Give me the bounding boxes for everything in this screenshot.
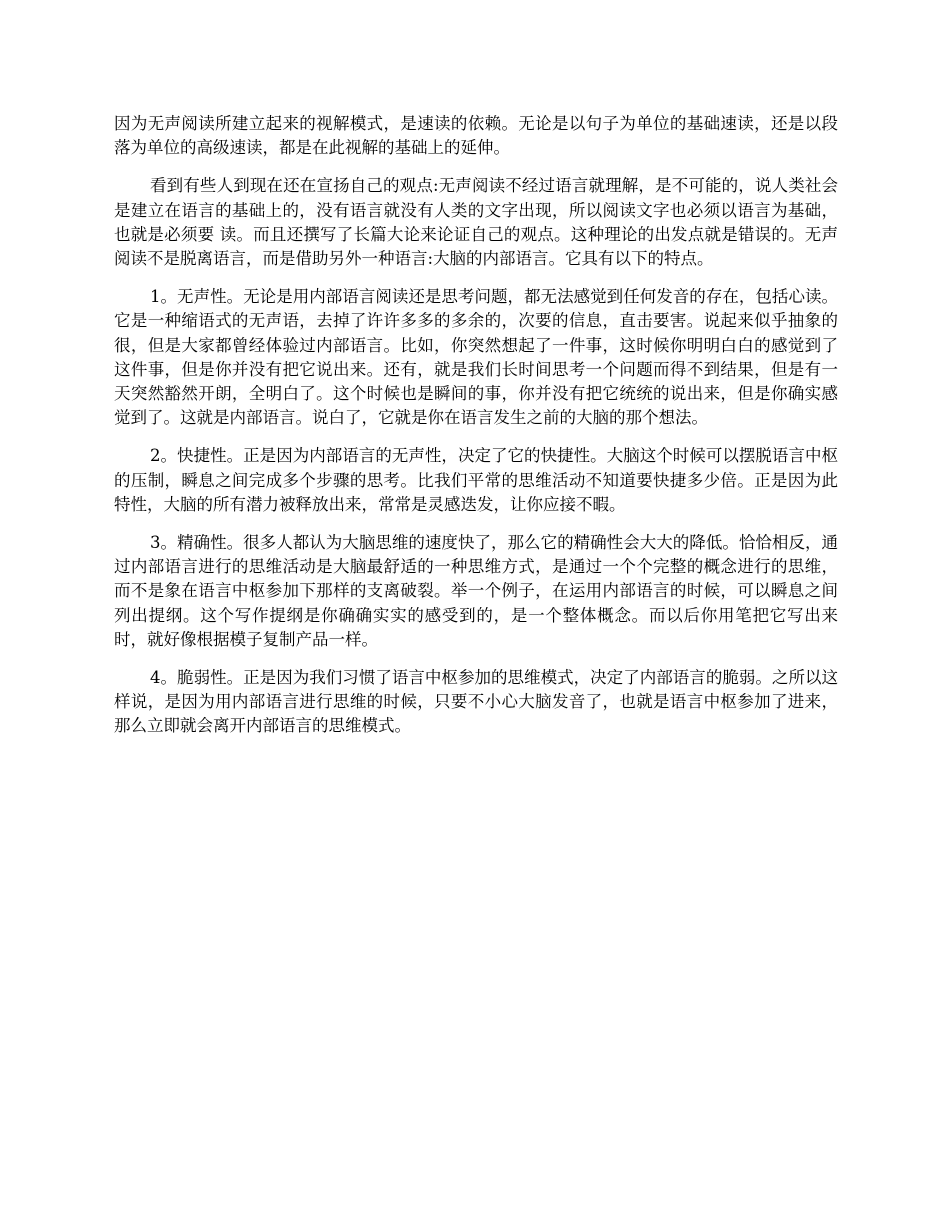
- paragraph-intro: 因为无声阅读所建立起来的视解模式，是速读的依赖。无论是以句子为单位的基础速读，还是以段落为单位的高级速读，都是在此视解的基础上的延伸。: [114, 114, 838, 158]
- paragraph-point-4: 4。脆弱性。正是因为我们习惯了语言中枢参加的思维模式，决定了内部语言的脆弱。之所以这样说，是因为用内部语言进行思维的时候，只要不小心大脑发音了，也就是语言中枢参加了进来，那么立即就会离开内部语言的思维模式。: [114, 668, 838, 736]
- paragraph-point-3: 3。精确性。很多人都认为大脑思维的速度快了，那么它的精确性会大大的降低。恰恰相反，通过内部语言进行的思维活动是大脑最舒适的一种思维方式，是通过一个个完整的概念进行的思维，而不是象在语言中枢参加下那样的支离破裂。举一个例子，在运用内部语言的时候，可以瞬息之间列出提纲。这个写作提纲是你确确实实的感受到的，是一个整体概念。而以后你用笔把它写出来时，就好像根据模子复制产品一样。: [114, 533, 838, 649]
- paragraph-point-1: 1。无声性。无论是用内部语言阅读还是思考问题，都无法感觉到任何发音的存在，包括心读。它是一种缩语式的无声语，去掉了许许多多的多余的，次要的信息，直击要害。说起来似乎抽象的很，但是大家都曾经体验过内部语言。比如，你突然想起了一件事，这时候你明明白白的感觉到了这件事，但是你并没有把它说出来。还有，就是我们长时间思考一个问题而得不到结果，但是有一天突然豁然开朗，全明白了。这个时候也是瞬间的事，你并没有把它统统的说出来，但是你确实感觉到了。这就是内部语言。说白了，它就是你在语言发生之前的大脑的那个想法。: [114, 287, 838, 428]
- paragraph-point-2: 2。快捷性。正是因为内部语言的无声性，决定了它的快捷性。大脑这个时候可以摆脱语言中枢的压制，瞬息之间完成多个步骤的思考。比我们平常的思维活动不知道要快捷多少倍。正是因为此特性，大脑的所有潜力被释放出来，常常是灵感迭发，让你应接不暇。: [114, 446, 838, 514]
- document-body: [114, 112, 838, 753]
- paragraph-argument: 看到有些人到现在还在宣扬自己的观点:无声阅读不经过语言就理解，是不可能的，说人类社会是建立在语言的基础上的，没有语言就没有人类的文字出现，所以阅读文字也必须以语言为基础，也就是必须要 读。而且还撰写了长篇大论来论证自己的观点。这种理论的出发点就是错误的。无声阅读不是脱离语言，而是借助另外一种语言:大脑的内部语言。它具有以下的特点。: [114, 176, 838, 269]
